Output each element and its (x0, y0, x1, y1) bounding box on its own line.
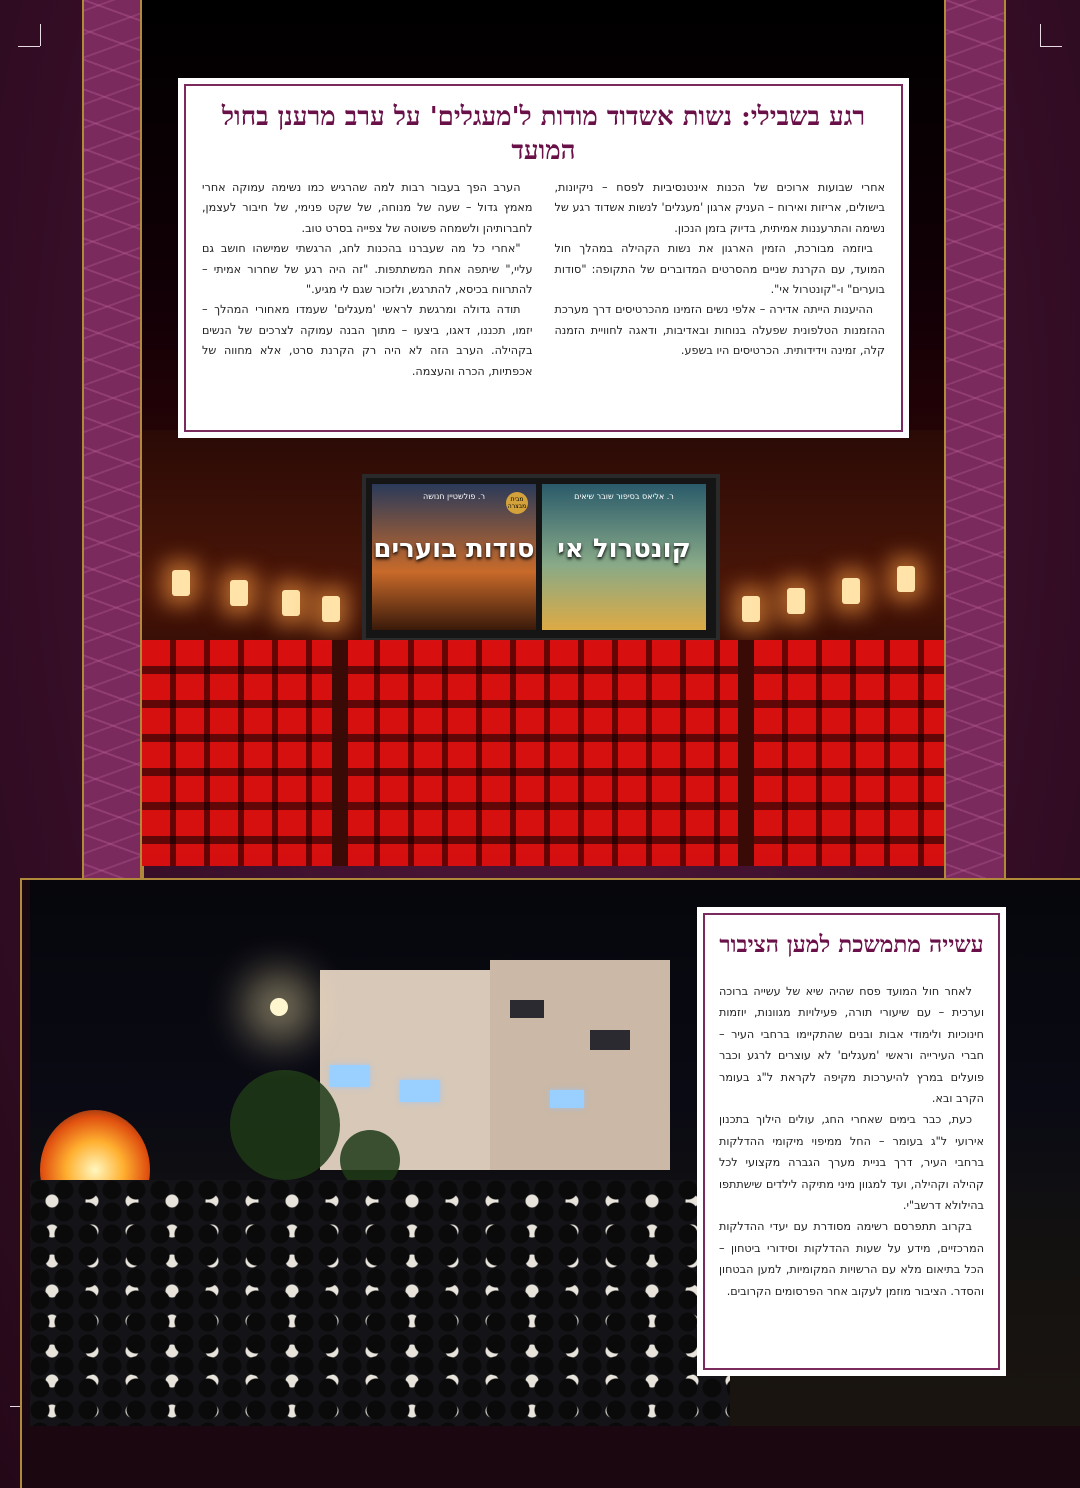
poster-author: ר. אליאס בסיפור שובר שיאים (574, 492, 674, 501)
poster-title: קונטרול אי (557, 534, 691, 564)
aisle (332, 640, 348, 866)
wall-light (230, 580, 248, 606)
article-paragraph: אחרי שבועות ארוכים של הכנות אינטנסיביות לפסח – ניקיונות, בישולים, אריזות ואירוח – העניק ארגון 'מעגלים' לנשות אשדוד רגע של נשימה והתרעננות אמיתית, בדיוק בזמן הנכון. (554, 181, 885, 235)
street-light (270, 998, 288, 1016)
aisle (738, 640, 754, 866)
side-article-frame (703, 913, 1000, 1370)
article-paragraph: בקרוב תתפרסם רשימה מסודרת עם יעדי ההדלקות המרכזיים, מידע על שעות ההדלקות וסידורי ביטחון – הכל בתיאום מלא עם הרשויות המקומיות, למען הבטחון והסדר. הציבור מוזמן לעקוב אחר הפרסומים הקרובים. (719, 1220, 984, 1298)
crop-mark (40, 24, 41, 46)
wall-light (842, 578, 860, 604)
right-ornament-band (944, 0, 1006, 878)
side-article (697, 907, 1006, 1376)
left-ornament-band (82, 0, 144, 878)
cinema-screen (362, 474, 720, 642)
poster-badge: מבית מבצרה (506, 492, 528, 514)
wall-light (282, 590, 300, 616)
article-column-left (202, 178, 533, 382)
wall-light (322, 596, 340, 622)
article-column-right (555, 178, 886, 382)
poster-title: סודות בוערים (373, 534, 535, 564)
top-article-columns (202, 178, 885, 382)
building-window (510, 1000, 544, 1018)
wall-light (172, 570, 190, 596)
wall-light (742, 596, 760, 622)
poster-sodot-boarim (372, 484, 536, 630)
article-paragraph: ההיענות הייתה אדירה – אלפי נשים הזמינו מהכרטיסים דרך מערכת ההזמנות הטלפונית שפעלה בנוחות ובאדיבות, ודאגה לחוויית הזמנה קלה, זמינה וידידותית. הכרטיסים היו בשפע. (554, 303, 885, 358)
top-article-headline: רגע בשבילי: נשות אשדוד מודות ל'מעגלים' על ערב מרענן בחול המועד (221, 102, 866, 166)
building-window (590, 1030, 630, 1050)
crop-mark (1040, 24, 1041, 46)
building-window (550, 1090, 584, 1108)
side-article-headline: עשייה מתמשכת למען הציבור (719, 931, 984, 958)
wall-light (787, 588, 805, 614)
article-paragraph: כעת, כבר בימים שאחרי החג, עולים הילוך בתכנון אירועי ל"ג בעומר – החל ממיפוי מיקומי ההדלקות ברחבי העיר, דרך בניית מערך הגברה מקצועי לכל קהילה וקהילה, ועד למגוון מיני מתיקה לילדים שישתתפו בהילולא דרשב"י. (719, 1113, 984, 1213)
apartment-building (490, 960, 670, 1170)
poster-control-i (542, 484, 706, 630)
top-article-frame (184, 84, 903, 432)
crowd (30, 1180, 730, 1426)
tree (230, 1070, 340, 1180)
poster-author: ר. פולשטיין חנושה (423, 492, 485, 501)
seat-rows-shading (142, 640, 944, 866)
wall-light (897, 566, 915, 592)
crop-mark (1040, 46, 1062, 47)
crop-mark (18, 46, 40, 47)
article-paragraph: תודה גדולה ומרגשת לראשי 'מעגלים' שעמדו מאחורי המהלך – יזמו, תכננו, דאגו, ביצעו – מתוך הבנה עמוקה לצרכים של הנשים בקהילה. הערב הזה לא היה רק הקרנת סרט, אלא מחווה של אכפתיות, הכרה והעצמה. (202, 303, 533, 378)
building-window (400, 1080, 440, 1102)
top-article (178, 78, 909, 438)
article-paragraph: הערב הפך בעבור רבות למה שהרגיש כמו נשימה עמוקה אחרי מאמץ גדול – שעה של מנוחה, של שקט פנימי, של חיבור לעצמן, לחברותיהן ולשמחה פשוטה של צפייה בסרט טוב. (202, 181, 533, 235)
building-window (330, 1065, 370, 1087)
article-paragraph: "אחרי כל מה שעברנו בהכנות לחג, הרגשתי שמישהו חושב גם עליי," שיתפה אחת המשתתפות. "זה היה רגע של שחרור אמיתי – להתרווח בכיסא, להתרגש, ולזכור שגם לי מגיע." (202, 242, 533, 297)
article-paragraph: ביוזמה מבורכת, הזמין הארגון את נשות הקהילה במהלך חול המועד, עם הקרנת שניים מהסרטים המדוברים של התקופה: "סודות בוערים" ו-"קונטרול אי". (554, 242, 885, 297)
article-paragraph: לאחר חול המועד פסח שהיה שיא של עשייה ברוכה וערכית – עם שיעורי תורה, פעילויות מגוונות, יוזמות חינוכיות ולימודי אבות ובנים שהתקיימו ברחבי העיר – חברי העירייה וראשי 'מעגלים' לא עוצרים לרגע וכבר פועלים במרץ להיערכות מקיפה לקראת ל"ג בעומר הקרב ובא. (719, 985, 984, 1106)
side-article-body (719, 981, 984, 1302)
